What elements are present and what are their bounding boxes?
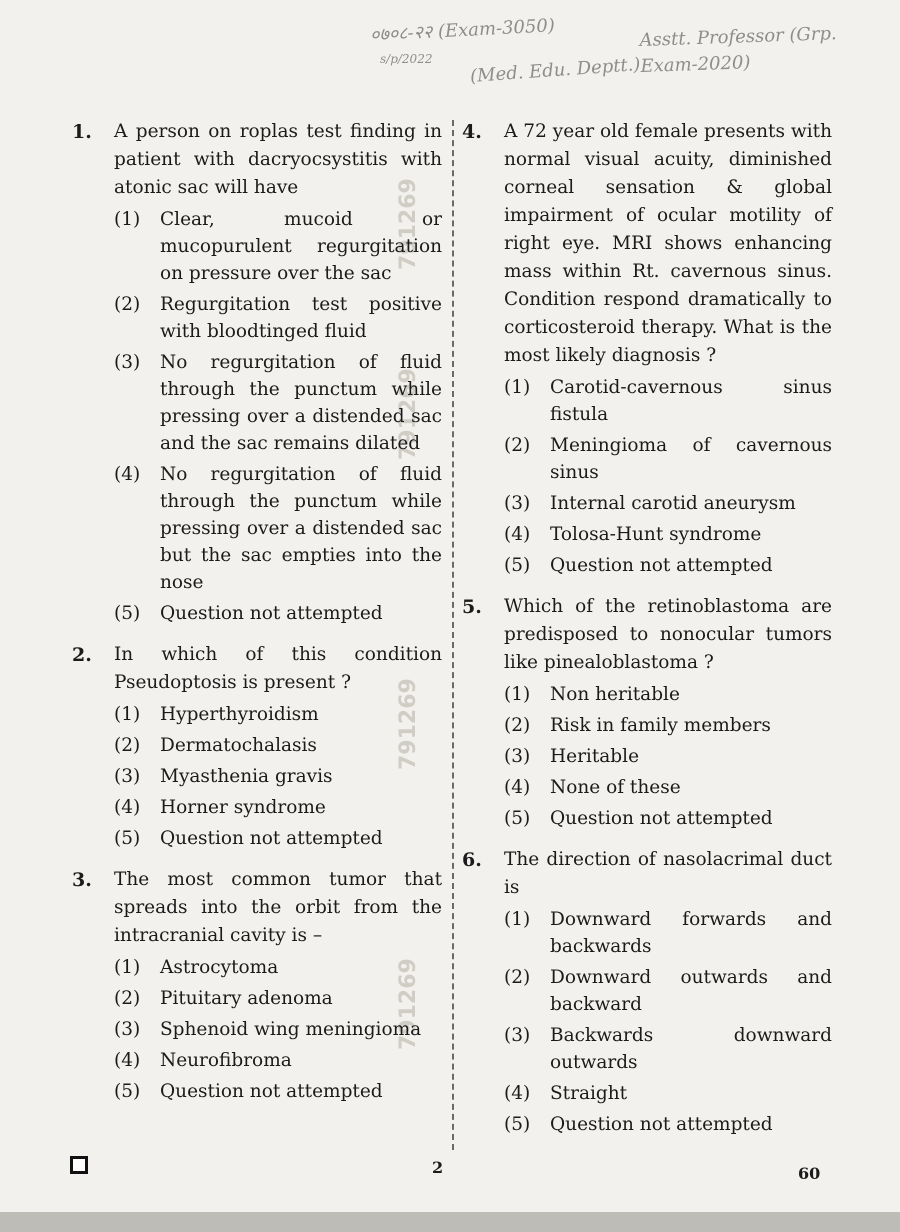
question-stem bbox=[72, 118, 442, 202]
option-number: (5) bbox=[114, 603, 141, 624]
question-number: 6. bbox=[462, 849, 482, 871]
answer-option bbox=[504, 432, 832, 486]
option-text: Internal carotid aneurysm bbox=[550, 493, 796, 514]
option-text: Backwards downward outwards bbox=[550, 1025, 832, 1073]
option-number: (4) bbox=[114, 1050, 141, 1071]
option-number: (2) bbox=[114, 988, 141, 1009]
option-text: Tolosa-Hunt syndrome bbox=[550, 524, 762, 545]
option-text: Horner syndrome bbox=[160, 797, 326, 818]
answer-option bbox=[114, 954, 442, 981]
option-number: (5) bbox=[504, 1114, 531, 1135]
answer-option bbox=[114, 701, 442, 728]
option-number: (4) bbox=[114, 797, 141, 818]
option-text: No regurgitation of fluid through the punctum while pressing over a distended sac and the sac remains dilated bbox=[160, 352, 442, 454]
answer-option bbox=[504, 552, 832, 579]
handwritten-note bbox=[369, 15, 870, 88]
option-text: Myasthenia gravis bbox=[160, 766, 333, 787]
option-number: (2) bbox=[114, 294, 141, 315]
question-text: A 72 year old female presents with normal visual acuity, diminished corneal sensation & global impairment of ocular motility of right eye. MRI shows enhancing mass within Rt. cavernous sinus. Condition respond dramatically to corticosteroid therapy. What is the most likely diagnosis ? bbox=[504, 121, 832, 366]
option-number: (3) bbox=[114, 1019, 141, 1040]
option-text: Question not attempted bbox=[160, 603, 383, 624]
watermark-serial: 791269 bbox=[396, 678, 421, 770]
watermark-serial: 791269 bbox=[396, 178, 421, 270]
answer-option bbox=[114, 1047, 442, 1074]
question-text: Which of the retinoblastoma are predisposed to nonocular tumors like pinealoblastoma ? bbox=[504, 596, 832, 673]
option-text: Downward forwards and backwards bbox=[550, 909, 832, 957]
option-list bbox=[114, 701, 442, 852]
answer-option bbox=[504, 712, 832, 739]
option-list bbox=[504, 906, 832, 1138]
handwriting-line-3: (Med. Edu. Deptt.) bbox=[469, 54, 642, 87]
option-text: Downward outwards and backward bbox=[550, 967, 832, 1015]
option-number: (1) bbox=[114, 704, 141, 725]
answer-option bbox=[114, 763, 442, 790]
option-number: (2) bbox=[504, 435, 531, 456]
answer-option bbox=[114, 794, 442, 821]
answer-option bbox=[114, 291, 442, 345]
answer-option bbox=[114, 1078, 442, 1105]
answer-option bbox=[114, 206, 442, 287]
option-text: Neurofibroma bbox=[160, 1050, 292, 1071]
column-divider bbox=[452, 120, 454, 1150]
question-3 bbox=[72, 866, 442, 1119]
option-number: (1) bbox=[504, 909, 531, 930]
answer-option bbox=[114, 461, 442, 596]
question-4 bbox=[462, 118, 832, 593]
answer-option bbox=[504, 521, 832, 548]
option-text: No regurgitation of fluid through the punctum while pressing over a distended sac but the sac empties into the nose bbox=[160, 464, 442, 593]
option-text: Question not attempted bbox=[160, 828, 383, 849]
option-number: (2) bbox=[114, 735, 141, 756]
option-number: (3) bbox=[504, 1025, 531, 1046]
question-2 bbox=[72, 641, 442, 866]
answer-option bbox=[114, 732, 442, 759]
option-number: (4) bbox=[504, 777, 531, 798]
option-text: Hyperthyroidism bbox=[160, 704, 319, 725]
answer-option bbox=[504, 490, 832, 517]
option-text: Astrocytoma bbox=[160, 957, 279, 978]
question-6 bbox=[462, 846, 832, 1152]
question-5 bbox=[462, 593, 832, 846]
answer-option bbox=[114, 825, 442, 852]
option-number: (5) bbox=[114, 1081, 141, 1102]
page-number: 2 bbox=[432, 1158, 444, 1177]
answer-option bbox=[504, 964, 832, 1018]
option-number: (1) bbox=[504, 684, 531, 705]
answer-option bbox=[504, 743, 832, 770]
option-text: Regurgitation test positive with bloodtinged fluid bbox=[160, 294, 442, 342]
option-number: (5) bbox=[114, 828, 141, 849]
handwriting-line-4: s/p/2022 bbox=[380, 52, 433, 66]
right-column bbox=[462, 118, 832, 1152]
option-text: Question not attempted bbox=[550, 555, 773, 576]
option-number: (2) bbox=[504, 715, 531, 736]
option-number: (1) bbox=[504, 377, 531, 398]
handwriting-line-2: Asstt. Professor (Grp. Exam-2020) bbox=[639, 23, 837, 77]
option-list bbox=[504, 374, 832, 579]
option-text: Heritable bbox=[550, 746, 640, 767]
scan-bottom-edge bbox=[0, 1212, 900, 1232]
option-list bbox=[504, 681, 832, 832]
left-column bbox=[72, 118, 442, 1119]
answer-option bbox=[114, 349, 442, 457]
option-number: (3) bbox=[114, 766, 141, 787]
question-stem bbox=[72, 866, 442, 950]
question-stem bbox=[462, 118, 832, 370]
question-stem bbox=[462, 846, 832, 902]
option-number: (3) bbox=[504, 493, 531, 514]
option-text: Risk in family members bbox=[550, 715, 771, 736]
option-text: Carotid-cavernous sinus fistula bbox=[550, 377, 832, 425]
option-number: (4) bbox=[504, 1083, 531, 1104]
question-number: 5. bbox=[462, 596, 482, 618]
option-text: Question not attempted bbox=[550, 808, 773, 829]
question-number: 2. bbox=[72, 644, 92, 666]
option-text: Meningioma of cavernous sinus bbox=[550, 435, 832, 483]
option-number: (4) bbox=[504, 524, 531, 545]
option-number: (1) bbox=[114, 957, 141, 978]
question-number: 4. bbox=[462, 121, 482, 143]
footer-square-mark bbox=[70, 1156, 88, 1174]
answer-option bbox=[504, 681, 832, 708]
answer-option bbox=[504, 1080, 832, 1107]
option-text: Pituitary adenoma bbox=[160, 988, 333, 1009]
question-number: 3. bbox=[72, 869, 92, 891]
answer-option bbox=[504, 1022, 832, 1076]
option-text: Clear, mucoid or mucopurulent regurgitation on pressure over the sac bbox=[160, 209, 442, 284]
option-number: (1) bbox=[114, 209, 141, 230]
question-text: In which of this condition Pseudoptosis is present ? bbox=[114, 644, 442, 693]
question-text: The most common tumor that spreads into the orbit from the intracranial cavity is – bbox=[114, 869, 442, 946]
option-number: (3) bbox=[504, 746, 531, 767]
option-text: Sphenoid wing meningioma bbox=[160, 1019, 422, 1040]
answer-option bbox=[504, 805, 832, 832]
option-number: (2) bbox=[504, 967, 531, 988]
watermark-serial: 791269 bbox=[396, 958, 421, 1050]
answer-option bbox=[504, 906, 832, 960]
option-number: (3) bbox=[114, 352, 141, 373]
answer-option bbox=[114, 600, 442, 627]
question-text: A person on roplas test finding in patient with dacryocsystitis with atonic sac will have bbox=[114, 121, 442, 198]
question-stem bbox=[72, 641, 442, 697]
handwriting-line-1: ०७०८-२२ (Exam-3050) bbox=[369, 15, 556, 46]
option-text: Question not attempted bbox=[550, 1114, 773, 1135]
option-number: (4) bbox=[114, 464, 141, 485]
question-number: 1. bbox=[72, 121, 92, 143]
option-text: Straight bbox=[550, 1083, 628, 1104]
option-text: None of these bbox=[550, 777, 681, 798]
option-text: Non heritable bbox=[550, 684, 680, 705]
option-list bbox=[114, 954, 442, 1105]
answer-option bbox=[114, 1016, 442, 1043]
answer-option bbox=[114, 985, 442, 1012]
answer-option bbox=[504, 774, 832, 801]
question-stem bbox=[462, 593, 832, 677]
answer-option bbox=[504, 374, 832, 428]
question-1 bbox=[72, 118, 442, 641]
question-text: The direction of nasolacrimal duct is bbox=[504, 849, 832, 898]
total-marker: 60 bbox=[798, 1164, 821, 1183]
answer-option bbox=[504, 1111, 832, 1138]
option-number: (5) bbox=[504, 555, 531, 576]
option-text: Question not attempted bbox=[160, 1081, 383, 1102]
option-text: Dermatochalasis bbox=[160, 735, 317, 756]
watermark-serial: 791269 bbox=[396, 368, 421, 460]
option-number: (5) bbox=[504, 808, 531, 829]
option-list bbox=[114, 206, 442, 627]
